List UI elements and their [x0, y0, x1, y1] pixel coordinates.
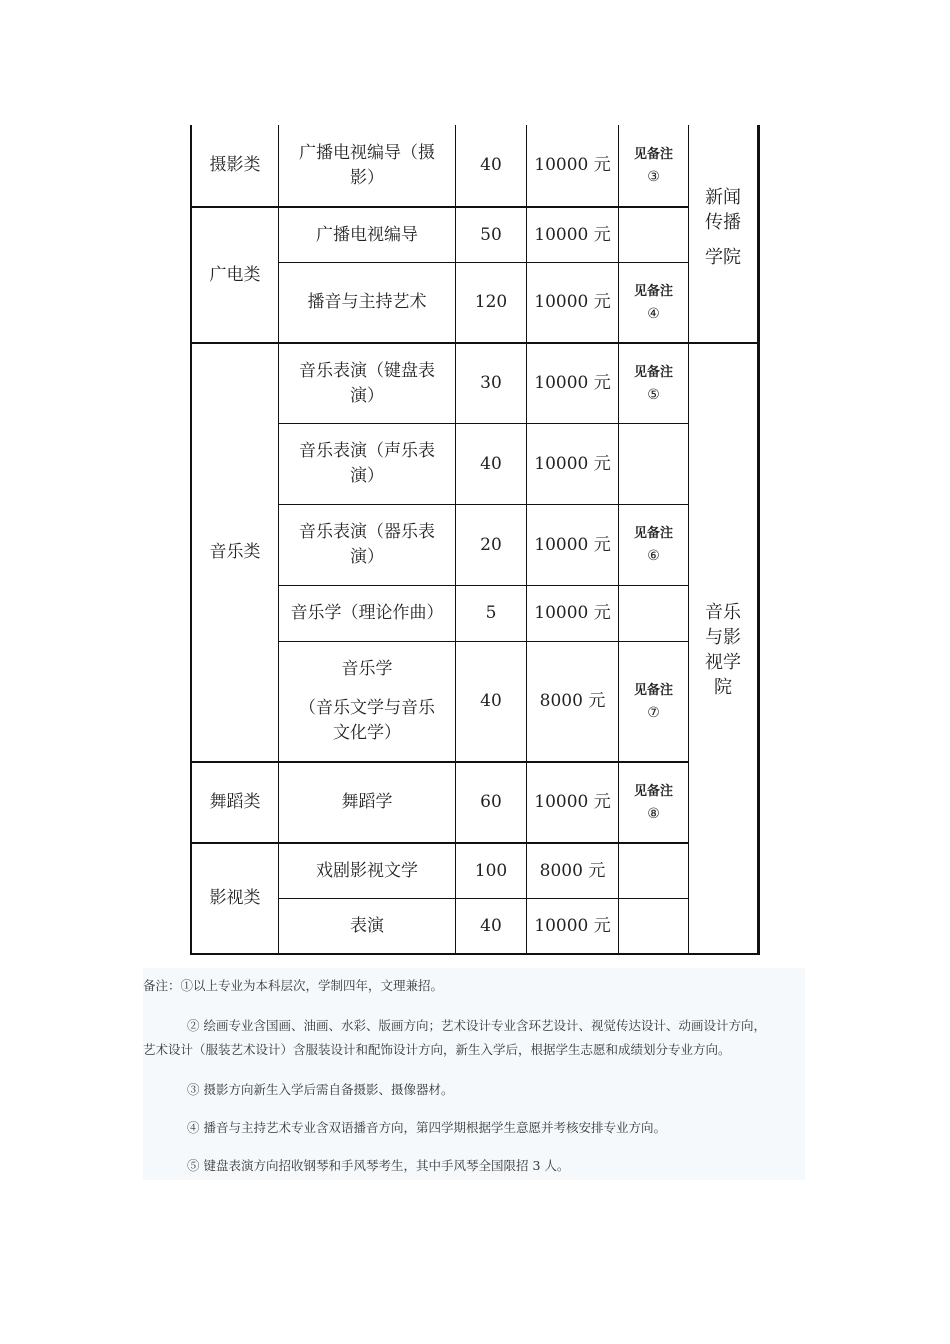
remark-line: ⑤ 键盘表演方向招收钢琴和手风琴考生，其中手风琴全国限招 3 人。: [187, 1158, 570, 1173]
note-reference: 见备注 ④: [633, 283, 673, 322]
table-border-bottom: [190, 953, 760, 955]
remark-line: ② 绘画专业含国画、油画、水彩、版画方向；艺术设计专业含环艺设计、视觉传达设计、动画设计方向，: [187, 1018, 766, 1033]
category-cell: 广电类: [209, 264, 261, 285]
major-cell: 音乐表演（键盘表 演）: [299, 360, 435, 406]
fee-cell: 10000 元: [534, 792, 611, 812]
fee-cell: 10000 元: [534, 155, 611, 175]
major-cell: 表演: [350, 915, 384, 936]
category-cell: 音乐类: [209, 542, 261, 562]
major-cell: 音乐学（理论作曲）: [290, 603, 444, 623]
college-cell: 音乐 与影 视学 院: [705, 602, 741, 698]
remark-line: 备注：①以上专业为本科层次，学制四年，文理兼招。: [143, 978, 444, 993]
remark-line: ④ 播音与主持艺术专业含双语播音方向，第四学期根据学生意愿并考核安排专业方向。: [187, 1120, 666, 1135]
remark-line: ③ 摄影方向新生入学后需自备摄影、摄像器材。: [187, 1082, 454, 1097]
enrollment-cell: 100: [474, 860, 508, 881]
enrollment-cell: 40: [480, 915, 502, 936]
fee-cell: 10000 元: [534, 915, 611, 936]
major-cell: 舞蹈学: [341, 792, 393, 812]
enrollment-cell: 40: [480, 155, 502, 175]
category-cell: 摄影类: [209, 155, 261, 175]
major-cell: 音乐学 （音乐文学与音乐 文化学）: [299, 659, 435, 743]
major-cell: 音乐表演（器乐表 演）: [299, 522, 435, 567]
enrollment-cell: 40: [480, 453, 502, 474]
fee-cell: 8000 元: [539, 691, 606, 711]
major-cell: 播音与主持艺术: [307, 292, 427, 312]
fee-cell: 10000 元: [534, 292, 611, 312]
enrollment-cell: 120: [474, 292, 508, 312]
category-cell: 舞蹈类: [209, 792, 261, 812]
college-cell: 新闻 传播 学院: [705, 187, 741, 268]
fee-cell: 10000 元: [534, 373, 611, 393]
fee-cell: 10000 元: [534, 453, 611, 474]
note-reference: 见备注 ⑥: [633, 526, 673, 564]
fee-cell: 10000 元: [534, 603, 611, 623]
enrollment-cell: 20: [480, 534, 502, 555]
enrollment-cell: 50: [480, 224, 502, 245]
note-reference: 见备注 ⑧: [633, 783, 673, 822]
category-cell: 影视类: [209, 888, 261, 908]
major-cell: 戏剧影视文学: [316, 860, 418, 881]
table-border-right: [757, 125, 760, 955]
fee-cell: 10000 元: [534, 224, 611, 245]
note-reference: 见备注 ⑤: [633, 364, 673, 403]
enrollment-cell: 30: [480, 373, 502, 393]
major-cell: 广播电视编导（摄 影）: [299, 142, 435, 188]
note-reference: 见备注 ⑦: [633, 682, 673, 721]
fee-cell: 8000 元: [539, 860, 606, 881]
major-cell: 音乐表演（声乐表 演）: [299, 441, 435, 486]
enrollment-cell: 5: [485, 603, 497, 623]
enrollment-cell: 60: [480, 792, 502, 812]
enrollment-cell: 40: [480, 691, 502, 711]
remark-line: 艺术设计（服装艺术设计）含服装设计和配饰设计方向，新生入学后，根据学生志愿和成绩划分专业方向。: [143, 1042, 731, 1057]
remarks-section: [143, 968, 805, 1180]
fee-cell: 10000 元: [534, 534, 611, 555]
note-reference: 见备注 ③: [633, 146, 673, 185]
major-cell: 广播电视编导: [316, 224, 418, 245]
